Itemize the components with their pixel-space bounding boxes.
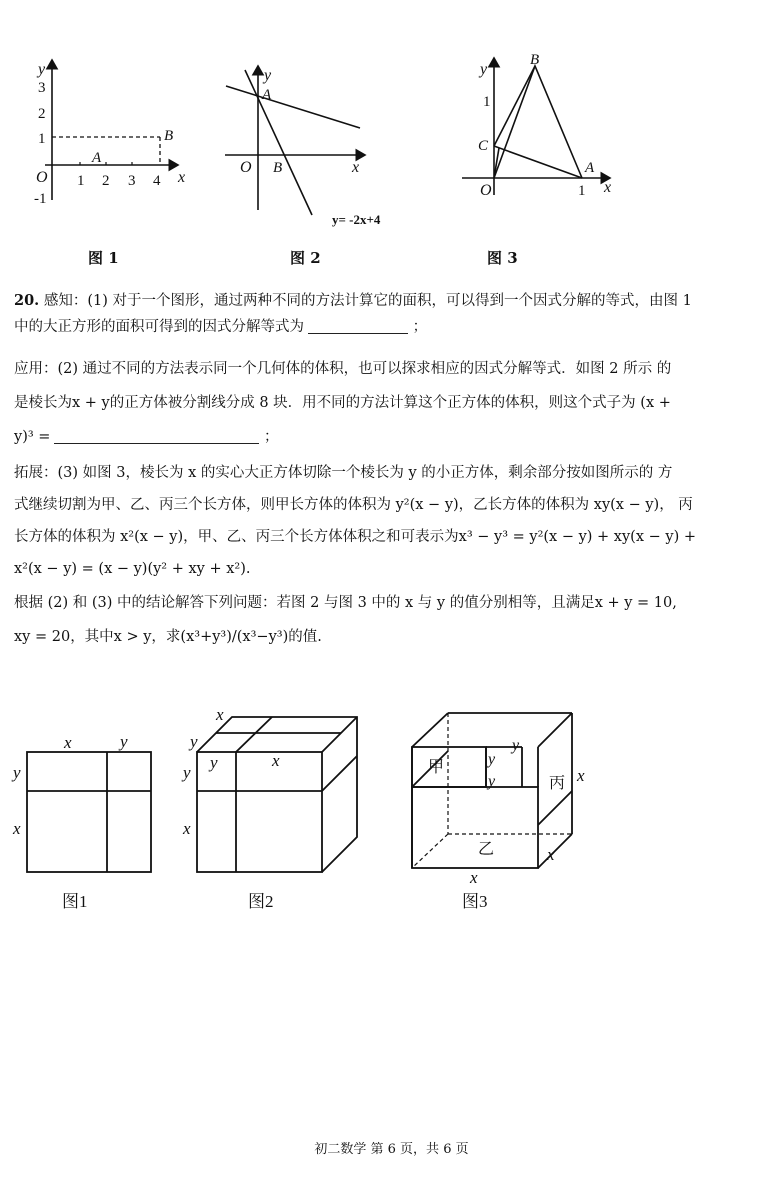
- fig1-ytick-1: 1: [38, 131, 46, 147]
- problem-line-6: 拓展：(3) 如图 3，棱长为 x 的实心大正方体切除一个棱长为 y 的小正方体，剩余部分按如图所示的 方: [14, 465, 673, 481]
- bfig2-label-x-left: x: [183, 819, 191, 838]
- fig2-lines: [226, 70, 360, 215]
- fig1-point-b: B: [164, 128, 174, 144]
- fig1-dashed-lines: [52, 137, 160, 165]
- bottom-figures: [0, 690, 783, 930]
- fig1-xtick-1: 1: [77, 173, 85, 189]
- bottom-caption-3: 图3: [462, 892, 488, 911]
- problem-line-2: 中的大正方形的面积可得到的因式分解等式为 ；: [14, 319, 428, 335]
- fig3-xtick-1: 1: [578, 183, 586, 199]
- fig1-xtick-4: 4: [153, 173, 161, 189]
- answer-blank-1[interactable]: [308, 319, 408, 334]
- fig3-x-label: x: [604, 179, 612, 196]
- bottom-caption-2: 图2: [248, 892, 274, 911]
- fig1-ytick-2: 2: [38, 106, 46, 122]
- bfig1-label-y-left: y: [13, 763, 21, 782]
- bfig3-label-x-bottom: x: [470, 868, 478, 887]
- bfig3-label-y-2: y: [512, 737, 520, 754]
- fig3-point-c: C: [478, 138, 489, 154]
- problem-line-3: 应用：(2) 通过不同的方法表示同一个几何体的体积，也可以探求相应的因式分解等式．如图 2 所示 的: [14, 361, 672, 377]
- problem-line-11: xy = 20，其中x > y，求(x³+y³)/(x³−y³)的值.: [14, 629, 322, 645]
- problem-line-1: 20. 感知：(1) 对于一个图形，通过两种不同的方法计算它的面积，可以得到一个因式分解的等式，由图 1: [14, 292, 692, 309]
- bfig2-label-y-top: y: [190, 732, 198, 751]
- problem-line-10: 根据 (2) 和 (3) 中的结论解答下列问题：若图 2 与图 3 中的 x 与 y 的值分别相等，且满足x + y = 10,: [14, 595, 677, 611]
- bfig1-label-y-top: y: [120, 732, 128, 751]
- fig1-point-a: A: [92, 150, 102, 166]
- bfig2-label-y-left: y: [183, 763, 191, 782]
- problem-20: [14, 288, 769, 650]
- top-caption-2: 图 2: [290, 249, 321, 267]
- bfig2-label-x-top: x: [216, 705, 224, 724]
- top-caption-3: 图 3: [487, 249, 518, 267]
- bottom-caption-1: 图1: [62, 892, 88, 911]
- fig2-point-a: A: [262, 87, 272, 103]
- bfig3-label-y-1: y: [488, 751, 496, 768]
- top-figure-1: [0, 0, 783, 260]
- bfig3-label-y-3: y: [488, 773, 496, 790]
- fig1-x-label: x: [178, 169, 186, 186]
- bfig2-cube: [197, 717, 357, 872]
- bfig2-label-y-inner: y: [210, 753, 218, 772]
- bfig1-label-x-top: x: [64, 733, 72, 752]
- fig3-y-label: y: [480, 61, 488, 78]
- problem-number: 20.: [14, 292, 40, 309]
- problem-line-4: 是棱长为x + y的正方体被分割线分成 8 块．用不同的方法计算这个正方体的体积，则这个式子为 (x +: [14, 395, 671, 411]
- problem-line-9: x²(x − y) = (x − y)(y² + xy + x²).: [14, 561, 251, 577]
- fig2-y-label: y: [264, 67, 272, 84]
- bfig3-label-jia: 甲: [428, 759, 445, 776]
- fig3-point-b: B: [530, 52, 540, 68]
- bfig1-square: [27, 752, 151, 872]
- fig3-triangles: [494, 66, 582, 178]
- bfig3-label-yi: 乙: [478, 841, 495, 858]
- problem-line-8: 长方体的体积为 x²(x − y)，甲、乙、丙三个长方体体积之和可表示为x³ − y³ = y²(x − y) + xy(x − y) +: [14, 529, 696, 545]
- problem-line-5: y)³ = ；: [14, 429, 279, 445]
- fig1-xtick-2: 2: [102, 173, 110, 189]
- page-footer: 初二数学 第 6 页，共 6 页: [314, 1142, 469, 1157]
- fig1-ytick-3: 3: [38, 80, 46, 96]
- bfig1-label-x-left: x: [13, 819, 21, 838]
- bfig3-label-x-right: x: [577, 766, 585, 785]
- fig2-x-label: x: [352, 159, 360, 176]
- bfig2-label-x-inner: x: [272, 751, 280, 770]
- fig2-origin: O: [240, 159, 252, 176]
- fig1-xtick-3: 3: [128, 173, 136, 189]
- bfig3-label-bing: 丙: [549, 775, 566, 792]
- fig1-ytick-neg1: -1: [34, 191, 47, 207]
- top-caption-1: 图 1: [88, 249, 119, 267]
- fig2-point-b: B: [273, 160, 283, 176]
- fig2-equation: y= -2x+4: [332, 212, 381, 227]
- fig3-origin: O: [480, 182, 492, 199]
- fig3-ytick-1: 1: [483, 94, 491, 110]
- fig3-point-a: A: [585, 160, 595, 176]
- bfig3-label-x-depth: x: [547, 845, 555, 864]
- fig1-origin: O: [36, 169, 48, 186]
- fig2-axes: [225, 66, 365, 210]
- fig1-y-label: y: [38, 61, 46, 78]
- problem-line-7: 式继续切割为甲、乙、丙三个长方体，则甲长方体的体积为 y²(x − y)，乙长方体的体积为 xy(x − y)， 丙: [14, 497, 693, 513]
- answer-blank-2[interactable]: [54, 429, 259, 444]
